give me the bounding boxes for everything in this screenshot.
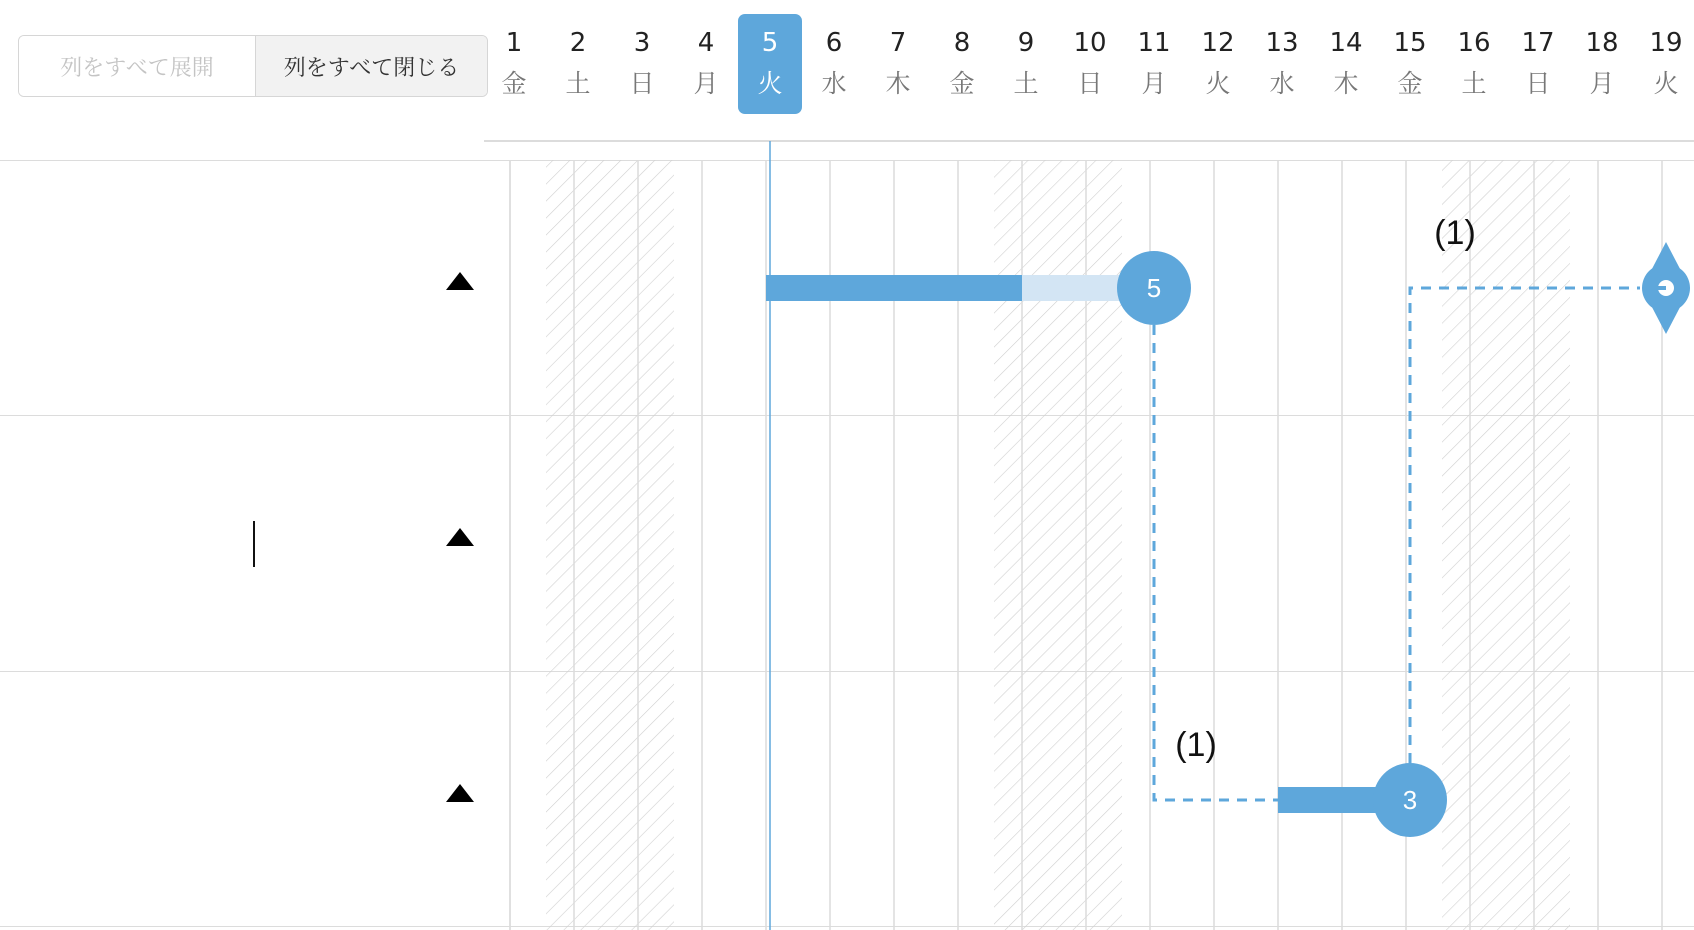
weekday-label: 火	[1205, 69, 1231, 98]
day-number: 10	[1073, 28, 1107, 58]
task-duration-label: 3	[1402, 785, 1418, 815]
weekday-label: 木	[1333, 69, 1359, 98]
day-number: 17	[1521, 28, 1555, 58]
weekday-label: 水	[821, 69, 847, 98]
day-number: 13	[1265, 28, 1299, 58]
weekday-label: 月	[693, 69, 719, 98]
weekday-label: 木	[885, 69, 911, 98]
weekday-label: 火	[757, 69, 783, 98]
weekday-label: 日	[1077, 69, 1103, 98]
weekend-column	[610, 160, 674, 930]
weekday-label: 月	[1141, 69, 1167, 98]
day-number: 2	[569, 28, 587, 58]
day-number: 3	[633, 28, 651, 58]
weekday-label: 火	[1653, 69, 1679, 98]
day-number: 4	[697, 28, 715, 58]
weekday-label: 水	[1269, 69, 1295, 98]
day-number: 14	[1329, 28, 1363, 58]
weekday-label: 土	[1461, 69, 1487, 98]
weekend-column	[1442, 160, 1506, 930]
day-number: 8	[953, 28, 971, 58]
day-number: 7	[889, 28, 907, 58]
day-number: 11	[1137, 28, 1171, 58]
weekday-label: 金	[1397, 69, 1423, 98]
day-number: 16	[1457, 28, 1491, 58]
weekday-label: 土	[565, 69, 591, 98]
task-duration-label: 5	[1146, 273, 1162, 303]
day-number: 12	[1201, 28, 1235, 58]
day-number: 1	[505, 28, 523, 58]
weekend-column	[546, 160, 610, 930]
weekday-label: 金	[949, 69, 975, 98]
weekend-column	[1506, 160, 1570, 930]
weekday-label: 日	[629, 69, 655, 98]
day-number: 15	[1393, 28, 1427, 58]
day-number: 9	[1017, 28, 1035, 58]
dependency-lag-label: (1)	[1175, 726, 1217, 764]
day-number: 18	[1585, 28, 1619, 58]
weekday-label: 日	[1525, 69, 1551, 98]
day-number: 19	[1649, 28, 1683, 58]
milestone-dot	[1657, 286, 1666, 290]
day-number: 5	[761, 28, 779, 58]
expand-all-button[interactable]: 列をすべて展開	[19, 36, 255, 96]
weekday-label: 月	[1589, 69, 1615, 98]
weekday-label: 金	[501, 69, 527, 98]
weekday-label: 土	[1013, 69, 1039, 98]
collapse-all-button[interactable]: 列をすべて閉じる	[255, 36, 487, 96]
day-number: 6	[825, 28, 843, 58]
dependency-lag-label: (1)	[1434, 214, 1476, 252]
